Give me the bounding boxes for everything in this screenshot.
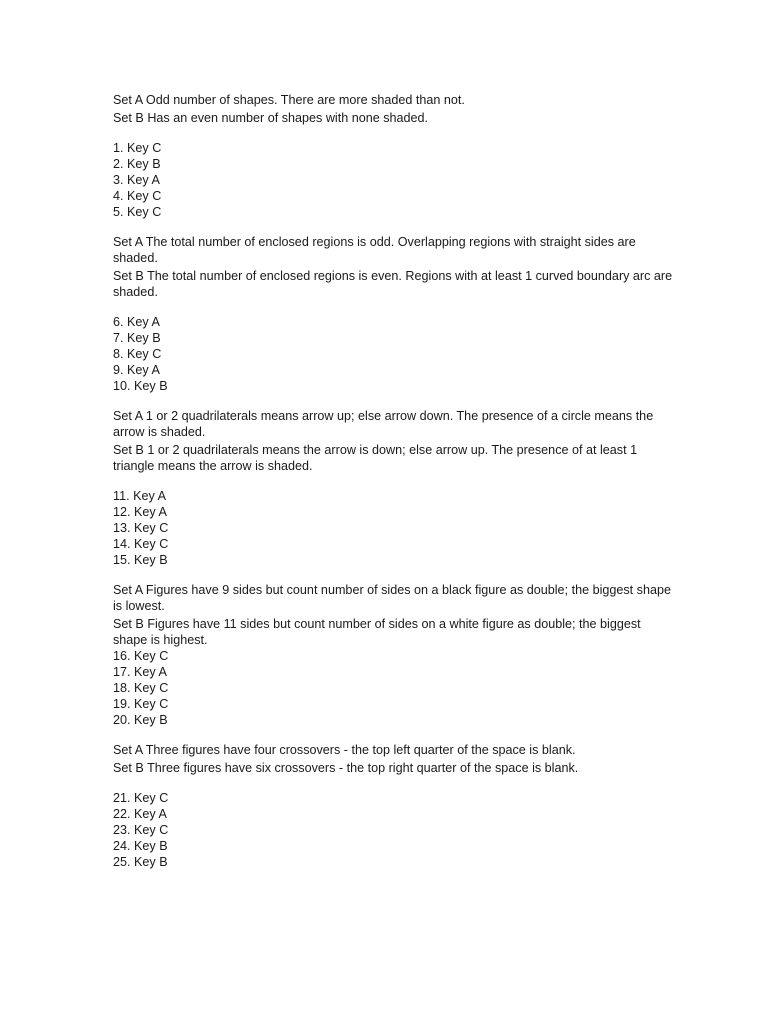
section-3 [113, 408, 673, 568]
set-a-rule [113, 408, 673, 440]
set-rule-text: Has an even number of shapes with none shaded. [147, 111, 429, 125]
set-label: Set B [113, 111, 144, 125]
answer-item: 24. Key B [113, 839, 168, 853]
set-b-rule [113, 110, 673, 126]
answer-item: 8. Key C [113, 347, 162, 361]
set-rule-text: Three figures have four crossovers - the top left quarter of the space is blank. [145, 743, 576, 757]
section-1 [113, 92, 673, 220]
section-2 [113, 234, 673, 394]
set-label: Set B [113, 761, 144, 775]
set-label: Set A [113, 743, 143, 757]
answer-item: 10. Key B [113, 379, 168, 393]
set-label: Set B [113, 443, 144, 457]
set-rule-text: The total number of enclosed regions is odd. Overlapping regions with straight sides are shaded. [113, 235, 636, 265]
set-label: Set A [113, 409, 143, 423]
set-b-rule [113, 760, 673, 776]
answer-item: 7. Key B [113, 331, 161, 345]
answer-list [113, 488, 673, 568]
set-label: Set B [113, 617, 144, 631]
answer-item: 11. Key A [113, 489, 166, 503]
set-a-rule [113, 234, 673, 266]
answer-item: 15. Key B [113, 553, 168, 567]
set-rule-text: 1 or 2 quadrilaterals means arrow up; else arrow down. The presence of a circle means the arrow is shaded. [113, 409, 654, 439]
section-4 [113, 582, 673, 728]
set-rule-text: Figures have 11 sides but count number of sides on a white figure as double; the biggest shape is highest. [113, 617, 641, 647]
set-b-rule [113, 616, 673, 648]
answer-item: 13. Key C [113, 521, 169, 535]
set-rule-text: The total number of enclosed regions is even. Regions with at least 1 curved boundary arc are shaded. [113, 269, 673, 299]
set-label: Set A [113, 583, 143, 597]
set-label: Set A [113, 235, 143, 249]
answer-item: 4. Key C [113, 189, 162, 203]
answer-item: 2. Key B [113, 157, 161, 171]
answer-item: 1. Key C [113, 141, 162, 155]
answer-item: 17. Key A [113, 665, 167, 679]
answer-item: 18. Key C [113, 681, 169, 695]
answer-list [113, 790, 673, 870]
answer-item: 14. Key C [113, 537, 169, 551]
answer-item: 19. Key C [113, 697, 169, 711]
answer-item: 12. Key A [113, 505, 167, 519]
set-b-rule [113, 442, 673, 474]
answer-item: 23. Key C [113, 823, 169, 837]
answer-list [113, 648, 673, 728]
set-label: Set A [113, 93, 143, 107]
answer-item: 21. Key C [113, 791, 169, 805]
set-a-rule [113, 742, 673, 758]
answer-key-document [113, 92, 673, 870]
set-a-rule [113, 92, 673, 108]
answer-item: 6. Key A [113, 315, 160, 329]
set-rule-text: Figures have 9 sides but count number of sides on a black figure as double; the biggest shape is lowest. [113, 583, 671, 613]
answer-item: 22. Key A [113, 807, 167, 821]
section-5 [113, 742, 673, 870]
set-rule-text: Odd number of shapes. There are more shaded than not. [145, 93, 465, 107]
answer-item: 3. Key A [113, 173, 160, 187]
set-a-rule [113, 582, 673, 614]
answer-item: 5. Key C [113, 205, 162, 219]
answer-item: 20. Key B [113, 713, 168, 727]
set-rule-text: Three figures have six crossovers - the top right quarter of the space is blank. [147, 761, 579, 775]
set-rule-text: 1 or 2 quadrilaterals means the arrow is down; else arrow up. The presence of at least 1 triangle means the arrow is shaded. [113, 443, 638, 473]
set-label: Set B [113, 269, 144, 283]
set-b-rule [113, 268, 673, 300]
answer-list [113, 140, 673, 220]
answer-item: 9. Key A [113, 363, 160, 377]
answer-list [113, 314, 673, 394]
answer-item: 16. Key C [113, 649, 169, 663]
answer-item: 25. Key B [113, 855, 168, 869]
